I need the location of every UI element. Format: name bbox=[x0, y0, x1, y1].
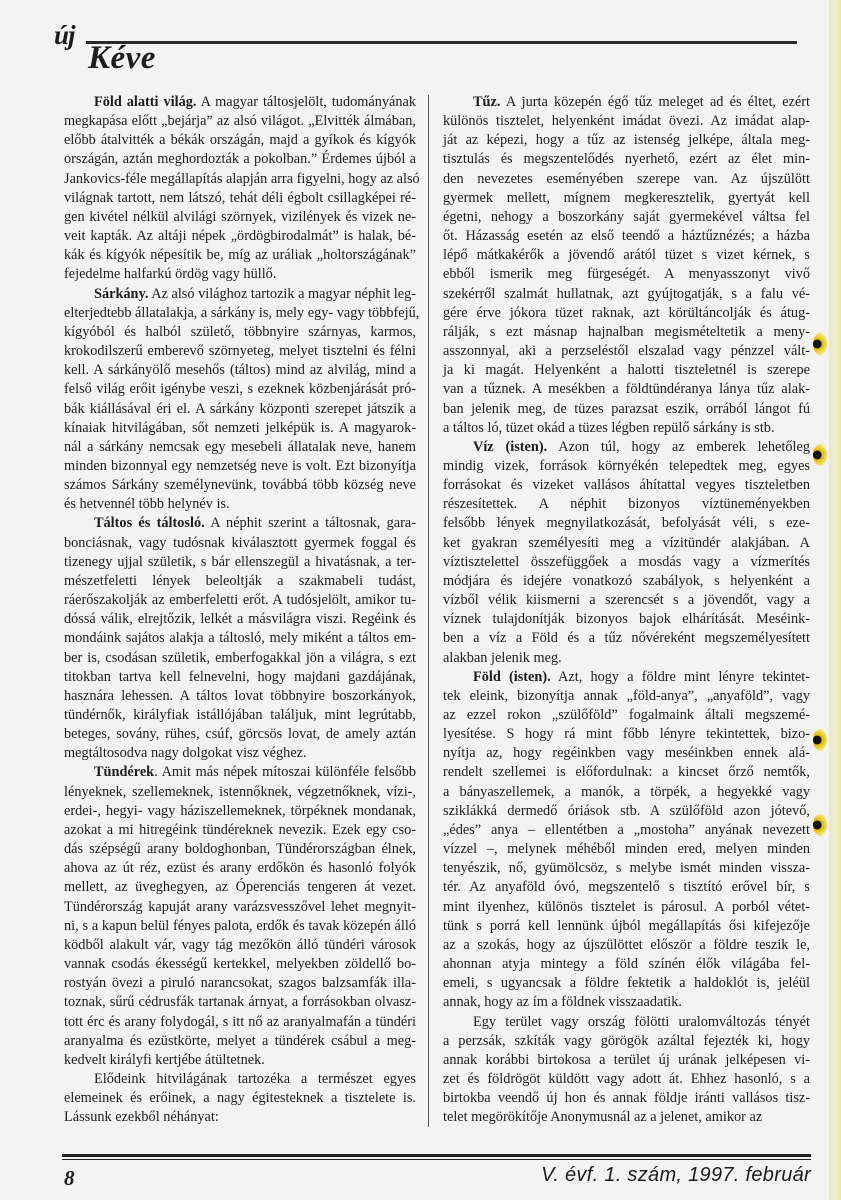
line-text: mellett, az üveghegyen, az Óperenciás tengeren át vezet. bbox=[64, 879, 416, 896]
line-text: ben a víz a Föld és a tűz nővéreként megszemélyesített bbox=[443, 630, 810, 647]
line-text: őt. Házasság esetén az első teendő a háztűznézés; a házba bbox=[443, 228, 810, 245]
text-line bbox=[64, 1089, 416, 1108]
text-line bbox=[443, 936, 810, 955]
line-text: Az alsó világhoz tartozik a magyar néphit leg- bbox=[148, 285, 417, 302]
line-text: kígyóból és halból születő, többnyire szárnyas, karmos, bbox=[64, 323, 416, 340]
text-line bbox=[64, 553, 416, 572]
line-text: az a szokás, hogy az újszülöttet először a földre teszik le, bbox=[443, 936, 810, 953]
line-text: víznek tulajdonítják bizonyos bajok elhárítását. Meséink- bbox=[443, 611, 810, 628]
text-line bbox=[64, 878, 416, 897]
line-text: mint ilyenhez, különös tisztelet is párosul. A porból vétet- bbox=[443, 898, 810, 915]
line-text: Tündérország kapuját arany varázsvesszővel lehet megnyit- bbox=[64, 898, 416, 915]
issue-info: V. évf. 1. szám, 1997. február bbox=[541, 1164, 811, 1186]
text-line bbox=[64, 112, 416, 131]
line-text: vízből vélik kiismerni a szerencsét s a jövendőt, vagy a bbox=[443, 592, 810, 609]
line-text: nál a sárkány nemcsak egy mesebeli állatalak neve, hanem bbox=[64, 438, 416, 455]
paragraph-heading: Tündérek bbox=[94, 764, 155, 781]
text-line bbox=[443, 131, 810, 150]
line-text: bák kiállásával éri el. A sárkány központi szerepet játszik a bbox=[64, 400, 416, 417]
text-line bbox=[443, 476, 810, 495]
text-line bbox=[64, 917, 416, 936]
line-text: rálják, s ezt másnap hajnalban megismételtetik a meny- bbox=[443, 323, 810, 340]
line-text: ködből alakult vár, vagy tág mezőkön álló tündéri városok bbox=[64, 936, 416, 953]
text-line bbox=[443, 783, 810, 802]
text-line bbox=[443, 534, 810, 553]
line-text: megtáltosodva nagy dolgokat visz véghez. bbox=[64, 745, 307, 762]
text-line bbox=[64, 1108, 416, 1127]
line-text: Azon túl, hogy az emberek lehetőleg bbox=[547, 438, 810, 455]
text-line bbox=[64, 974, 416, 993]
line-text: vízzel –, melynek méhéből minden ered, melyen minden bbox=[443, 841, 810, 858]
line-text: és hetvennél több helynév is. bbox=[64, 496, 230, 513]
line-text: rostyán övezi a piruló narancsokat, szagos balzsamfák illa- bbox=[64, 975, 416, 992]
line-text: birtokba veendő új hon és annak földje iránti vallásos tisz- bbox=[443, 1090, 810, 1107]
text-line bbox=[64, 342, 416, 361]
text-line bbox=[64, 955, 416, 974]
text-line bbox=[64, 591, 416, 610]
line-text: forrásokat és vizeket vallásos áhítattal vegyes tiszteletben bbox=[443, 477, 810, 494]
header-rule bbox=[86, 41, 797, 44]
text-line bbox=[64, 189, 416, 208]
line-text: „édes” anya – ellentétben a „mostoha” anyának nevezett bbox=[443, 821, 810, 838]
paragraph bbox=[64, 1070, 416, 1127]
line-text: fejedelme halfarkú ördög vagy hüllő. bbox=[64, 266, 277, 283]
line-text: ket gyakran személyesíti meg a vízitündér alakjában. A bbox=[443, 534, 810, 551]
text-line bbox=[64, 227, 416, 246]
line-text: Azt, hogy a földre mint lényre tekintet- bbox=[550, 668, 810, 685]
text-line bbox=[443, 572, 810, 591]
text-line bbox=[64, 1070, 416, 1089]
text-line bbox=[443, 974, 810, 993]
text-line bbox=[443, 687, 810, 706]
line-text: dóssá válik, elrejtőzik, lelkét a másvilágra viszi. Regéink és bbox=[64, 611, 416, 628]
line-text: kínaiak hitvilágában, sőt nemzeti jelképük is. A magyarok- bbox=[64, 419, 416, 436]
text-line bbox=[443, 1013, 810, 1032]
text-line bbox=[443, 189, 810, 208]
line-text: tünk s porrá kell lennünk újból megállapítás ősi kifejezője bbox=[443, 917, 810, 934]
line-text: elterjedtebb állatalakja, a sárkány is, mely egy- vagy többfejű, bbox=[64, 304, 420, 321]
line-text: telet megörökítője Anonymusnál az a jelenet, amikor az bbox=[443, 1109, 763, 1126]
line-text: a perzsák, szkíták vagy görögök azáltal fejezték ki, hogy bbox=[443, 1032, 810, 1049]
text-line bbox=[443, 112, 810, 131]
text-line bbox=[64, 744, 416, 763]
paragraph bbox=[443, 93, 810, 438]
text-line bbox=[64, 821, 416, 840]
text-line bbox=[443, 1032, 810, 1051]
line-text: felsőbb lények megnyilatkozását, befolyását véli, s eze- bbox=[443, 515, 810, 532]
line-text: tisztulás és megszentelődés nyerhető, ezért az élet min- bbox=[443, 151, 810, 168]
text-line bbox=[443, 840, 810, 859]
line-text: gen kivétel nélkül alvilági szörnyek, vizilények és vizek ne- bbox=[64, 208, 416, 225]
left-column bbox=[64, 93, 420, 1127]
line-text: lépő mátkakérők a jövendő arától tüzet s vizet kérnek, s bbox=[443, 247, 810, 264]
text-line bbox=[64, 610, 416, 629]
line-text: a táltos ló, tüzet okád a tüzes légben repülő sárkány is stb. bbox=[443, 419, 775, 436]
text-line bbox=[443, 419, 810, 438]
text-line bbox=[64, 265, 416, 284]
line-text: mészetfeletti lények beleoltják a szakmabeli tudást, bbox=[64, 572, 416, 589]
punch-hole bbox=[813, 333, 827, 355]
text-line bbox=[64, 629, 416, 648]
line-text: kák és kígyók népesítik be, míg az uráliak „holtországának” bbox=[64, 247, 416, 264]
line-text: a bányaszellemek, a manók, a törpék, a hegyekké vagy bbox=[443, 783, 810, 800]
line-text: ját az képezi, hogy a tűz az istenség jelképe, általa meg- bbox=[443, 132, 810, 149]
line-text: emeli, s ugyancsak a földre fektetik a haldoklót is, jeléül bbox=[443, 975, 810, 992]
paragraph bbox=[64, 285, 420, 515]
line-text: ban jelenik meg, de tüzes parazsat eszik, orrából lángot fú bbox=[443, 400, 810, 417]
text-line bbox=[443, 744, 810, 763]
punch-hole bbox=[813, 444, 827, 466]
text-line bbox=[443, 763, 810, 782]
text-line bbox=[64, 725, 416, 744]
text-line bbox=[64, 1051, 416, 1070]
paragraph-heading: Táltos és táltosló. bbox=[94, 515, 205, 532]
text-line bbox=[443, 304, 810, 323]
line-text: annak korábbi birtokosa a terület új urának jelképesen vi- bbox=[443, 1051, 810, 1068]
text-line bbox=[64, 400, 416, 419]
paragraph bbox=[443, 668, 810, 1013]
text-line bbox=[64, 246, 416, 265]
text-line bbox=[64, 1032, 416, 1051]
line-text: tündérnők, királyfiak istállójában találjuk, mint legrútabb, bbox=[64, 707, 416, 723]
punch-hole bbox=[813, 814, 827, 836]
text-line bbox=[443, 1070, 810, 1089]
footer-rule-thin bbox=[62, 1159, 811, 1160]
line-text: hasznára lehessen. A táltos lovat többnyire boszorkányok, bbox=[64, 687, 416, 704]
line-text: Lássunk ezekből néhányat: bbox=[64, 1109, 219, 1126]
line-text: azokat a mi hitregéink tündéreknek nevezik. Ezek egy cso- bbox=[64, 821, 416, 838]
line-text: alakban jelenik meg. bbox=[443, 649, 562, 666]
text-line bbox=[443, 457, 810, 476]
text-line bbox=[443, 342, 810, 361]
text-line bbox=[443, 208, 810, 227]
text-line bbox=[443, 361, 810, 380]
text-line bbox=[443, 93, 810, 112]
line-text: . Amit más népek mítoszai különféle felsőbb bbox=[154, 764, 416, 781]
paragraph bbox=[443, 438, 810, 668]
text-line bbox=[443, 1051, 810, 1070]
line-text: tér. Az anyaföld óvó, megszentelő s tisztító erővel bír, s bbox=[443, 879, 810, 896]
line-text: beteges, sovány, rühes, csúf, görcsös lovat, de amely aztán bbox=[64, 726, 416, 743]
text-line bbox=[64, 1013, 416, 1032]
line-text: rendelt szellemei is előfordulnak: a kincset őrző nemtők, bbox=[443, 764, 810, 781]
line-text: dás szépségű arany boldoghonban, Tündérországban élnek, bbox=[64, 841, 416, 858]
line-text: kell. A sárkányölő mesehős (táltos) mind az alvilág, mind a bbox=[64, 362, 416, 379]
text-line bbox=[443, 725, 810, 744]
page-edge bbox=[829, 0, 841, 1200]
line-text: ahova az út réz, ezüst és arany erdőkön és hasonló folyók bbox=[64, 860, 416, 877]
text-line bbox=[443, 246, 810, 265]
text-line bbox=[64, 763, 416, 782]
line-text: erdei-, hegyi- vagy háziszellemeknek, törpéknek mondanak, bbox=[64, 802, 416, 819]
text-line bbox=[64, 514, 416, 533]
line-text: lyesítése. S hogy rá mint főbb lényre tekintettek, bizo- bbox=[443, 726, 810, 743]
text-line bbox=[443, 629, 810, 648]
line-text: megkapása előtt „bejárja” az alsó világot. „Elvitték álmában, bbox=[64, 113, 416, 130]
line-text: krokodilszerű emberevő szörnyeteg, melyet tisztelni és félni bbox=[64, 343, 416, 360]
text-line bbox=[64, 649, 416, 668]
line-text: számos Sárkány személynevünk, továbbá több község neve bbox=[64, 477, 416, 494]
text-line bbox=[64, 706, 416, 725]
line-text: kedvelt királyfi kertjébe átültetnek. bbox=[64, 1051, 265, 1068]
line-text: annak, hogy az ím a földnek visszaadatik. bbox=[443, 994, 682, 1011]
line-text: gyermek mellett, mígnem megkeresztelik, gyertyát kell bbox=[443, 189, 810, 206]
logo-small: új bbox=[54, 20, 75, 50]
column-divider bbox=[428, 95, 429, 1127]
line-text: ahonnan atyja mintegy a föld színén élők világába fel- bbox=[443, 956, 810, 973]
logo-title: Kéve bbox=[88, 40, 156, 76]
text-line bbox=[64, 495, 416, 514]
text-line bbox=[64, 150, 416, 169]
line-text: sziklákká dermedő óriások stb. A szülőföld azon jótevő, bbox=[443, 802, 810, 819]
text-line bbox=[64, 304, 420, 323]
line-text: mindig vizek, források környékén telepedtek meg, egyes bbox=[443, 457, 810, 474]
text-line bbox=[64, 170, 420, 189]
line-text: ja ki magát. Helyenként a halotti tiszteletnél is szerepe bbox=[443, 362, 810, 379]
line-text: minden bizonnyal egy nemzetség neve is volt. Ezt bizonyítja bbox=[64, 457, 416, 474]
line-text: A magyar táltosjelölt, tudományának bbox=[196, 94, 416, 110]
text-line bbox=[443, 285, 810, 304]
line-text: szekérről szalmát hullatnak, azt gyújtogatják, s a falu vé- bbox=[443, 285, 810, 302]
punch-hole bbox=[813, 729, 827, 751]
line-text: mondáink sajátos alakja a táltosló, mely miként a táltos em- bbox=[64, 630, 416, 647]
paragraph bbox=[443, 1013, 810, 1128]
line-text: van a tűznek. A mesékben a földtündéranya lánya tűz alak- bbox=[443, 381, 810, 398]
footer-rule bbox=[62, 1154, 811, 1157]
text-line bbox=[64, 208, 416, 227]
line-text: tenyészik, nő, gyümölcsöz, s melybe ismét minden vissza- bbox=[443, 860, 810, 877]
right-column bbox=[443, 93, 810, 1127]
line-text: tott érc és arany folydogál, s itt nő az aranyalmafán a tündéri bbox=[64, 1013, 416, 1030]
text-line bbox=[443, 514, 810, 533]
line-text: gére érve jókora tüzet raknak, azt körültáncolják és átug- bbox=[443, 304, 810, 321]
line-text: zet és földrögöt küldött vagy adott át. Ehhez hasonló, s a bbox=[443, 1070, 810, 1087]
line-text: elemeinek és erőinek, a nagy égitesteknek a tisztelete is. bbox=[64, 1090, 416, 1107]
line-text: tek eleink, bizonyítja annak „föld-anya”, „anyaföld”, vagy bbox=[443, 687, 810, 704]
text-line bbox=[64, 457, 416, 476]
line-text: Elődeink hitvilágának tartozéka a természet egyes bbox=[94, 1070, 416, 1087]
text-line bbox=[443, 993, 810, 1012]
line-text: ráerőszakolják az emberfeletti erőt. A tudósjelölt, amikor tu- bbox=[64, 592, 416, 609]
text-line bbox=[443, 668, 810, 687]
line-text: felső világ erőit igénybe veszi, s ezeknek közbenjárását pró- bbox=[64, 381, 416, 398]
text-line bbox=[443, 802, 810, 821]
line-text: vannak csodás ékességű kertekkel, melyekben zöldellő bo- bbox=[64, 956, 416, 973]
paragraph bbox=[64, 763, 416, 1070]
line-text: bonciásnak, vagy tudósnak kiválasztott gyermek foggal és bbox=[64, 534, 416, 551]
paragraph-heading: Tűz. bbox=[473, 94, 501, 110]
paragraph-heading: Föld (isten). bbox=[473, 668, 551, 685]
paragraph-heading: Víz (isten). bbox=[473, 438, 548, 455]
line-text: különös tisztelet, helyenként imádat övezi. Az imádat alap- bbox=[443, 113, 810, 130]
page-number: 8 bbox=[64, 1166, 75, 1190]
line-text: Egy terület vagy ország fölötti uralomváltozás tényét bbox=[473, 1013, 810, 1030]
text-line bbox=[443, 438, 810, 457]
line-text: tizenegy ujjal születik, s bár ellenszegül a hivatásnak, a ter- bbox=[64, 553, 416, 570]
text-line bbox=[64, 840, 416, 859]
paragraph-heading: Sárkány. bbox=[94, 285, 149, 302]
text-line bbox=[64, 476, 416, 495]
text-line bbox=[64, 380, 416, 399]
text-line bbox=[443, 649, 810, 668]
line-text: országán, aztán meghordozták a pokolban.” Érdemes újból a bbox=[64, 151, 416, 168]
text-line bbox=[443, 955, 810, 974]
paragraph bbox=[64, 93, 420, 285]
text-line bbox=[64, 323, 416, 342]
line-text: toznak, sűrű cédrusfák tartanak árnyat, a forrásokban olvasz- bbox=[64, 994, 416, 1011]
line-text: módjára és idejére vonatkozó szabályok, s helyenként a bbox=[443, 572, 810, 589]
line-text: aranyalma és ezüstkörte, melyet a tündérek csábul a meg- bbox=[64, 1032, 416, 1049]
text-line bbox=[443, 821, 810, 840]
text-line bbox=[64, 668, 416, 687]
text-line bbox=[64, 285, 416, 304]
text-line bbox=[443, 859, 810, 878]
text-line bbox=[443, 265, 810, 284]
text-line bbox=[443, 1108, 810, 1127]
line-text: az ezzel rokon „szülőföld” fogalmaink általi megszemé- bbox=[443, 707, 810, 723]
text-line bbox=[64, 438, 416, 457]
text-line bbox=[443, 898, 810, 917]
line-text: világnak tartott, nem látszó, tehát déli égbolt csillagképei ré- bbox=[64, 189, 416, 206]
line-text: A jurta közepén égő tűz meleget ad és éltet, ezért bbox=[500, 94, 810, 110]
line-text: ebből ismerik meg fürgeségét. A menyasszonyt vivő bbox=[443, 266, 810, 283]
line-text: előbb átalvitték a békák országán, majd a gyíkok és kígyók bbox=[64, 132, 416, 149]
text-line bbox=[443, 400, 810, 419]
text-line bbox=[443, 878, 810, 897]
paragraph bbox=[64, 514, 416, 763]
line-text: lényeknek, szellemeknek, istennőknek, végzetnőknek, vízi-, bbox=[64, 783, 416, 800]
line-text: den nevezetes eseményében szerepe van. Az újszülött bbox=[443, 170, 810, 187]
paragraph-heading: Föld alatti világ. bbox=[94, 94, 197, 110]
line-text: ber is, csodásan születik, emberfogakkal jön a világra, s ezt bbox=[64, 649, 416, 666]
text-line bbox=[443, 1089, 810, 1108]
text-line bbox=[64, 802, 416, 821]
text-line bbox=[64, 93, 416, 112]
text-line bbox=[443, 227, 810, 246]
text-line bbox=[64, 859, 416, 878]
text-line bbox=[443, 706, 810, 725]
line-text: égetni, nehogy a boszorkány saját gyermekével váltsa fel bbox=[443, 208, 810, 225]
text-line bbox=[64, 534, 416, 553]
text-line bbox=[443, 170, 810, 189]
line-text: nyítja az, hogy regéinkben vagy meséinkben ennek alá- bbox=[443, 745, 810, 762]
line-text: víztisztelettel összefüggőek a mosdás vagy a vízmerítés bbox=[443, 553, 810, 570]
line-text: asszonnyal, aki a perzseléstől elszalad vagy pénzzel vált- bbox=[443, 343, 810, 360]
text-line bbox=[64, 687, 416, 706]
text-line bbox=[64, 936, 416, 955]
text-line bbox=[443, 553, 810, 572]
line-text: ni, s a kapun belül fényes palota, erdők és tavak közepén álló bbox=[64, 917, 416, 934]
line-text: veit kapták. Az altáji népek „ördögbirodalmát” is halak, bé- bbox=[64, 228, 416, 245]
text-line bbox=[443, 495, 810, 514]
text-line bbox=[443, 610, 810, 629]
text-line bbox=[64, 131, 416, 150]
text-line bbox=[443, 380, 810, 399]
text-line bbox=[443, 917, 810, 936]
text-line bbox=[443, 150, 810, 169]
text-line bbox=[64, 572, 416, 591]
line-text: részesítettek. A néphit bizonyos víztüneményekben bbox=[443, 496, 810, 513]
text-line bbox=[64, 898, 416, 917]
text-line bbox=[64, 419, 416, 438]
text-line bbox=[443, 591, 810, 610]
line-text: Jankovics-féle megállapítás alapján arra figyelni, hogy az alsó bbox=[64, 170, 420, 187]
text-line bbox=[443, 323, 810, 342]
text-line bbox=[64, 361, 416, 380]
text-line bbox=[64, 993, 416, 1012]
text-line bbox=[64, 783, 416, 802]
line-text: A néphit szerint a táltosnak, gara- bbox=[204, 515, 416, 532]
line-text: titokban tartva kell felnevelni, hogy majdani gazdájának, bbox=[64, 668, 416, 685]
